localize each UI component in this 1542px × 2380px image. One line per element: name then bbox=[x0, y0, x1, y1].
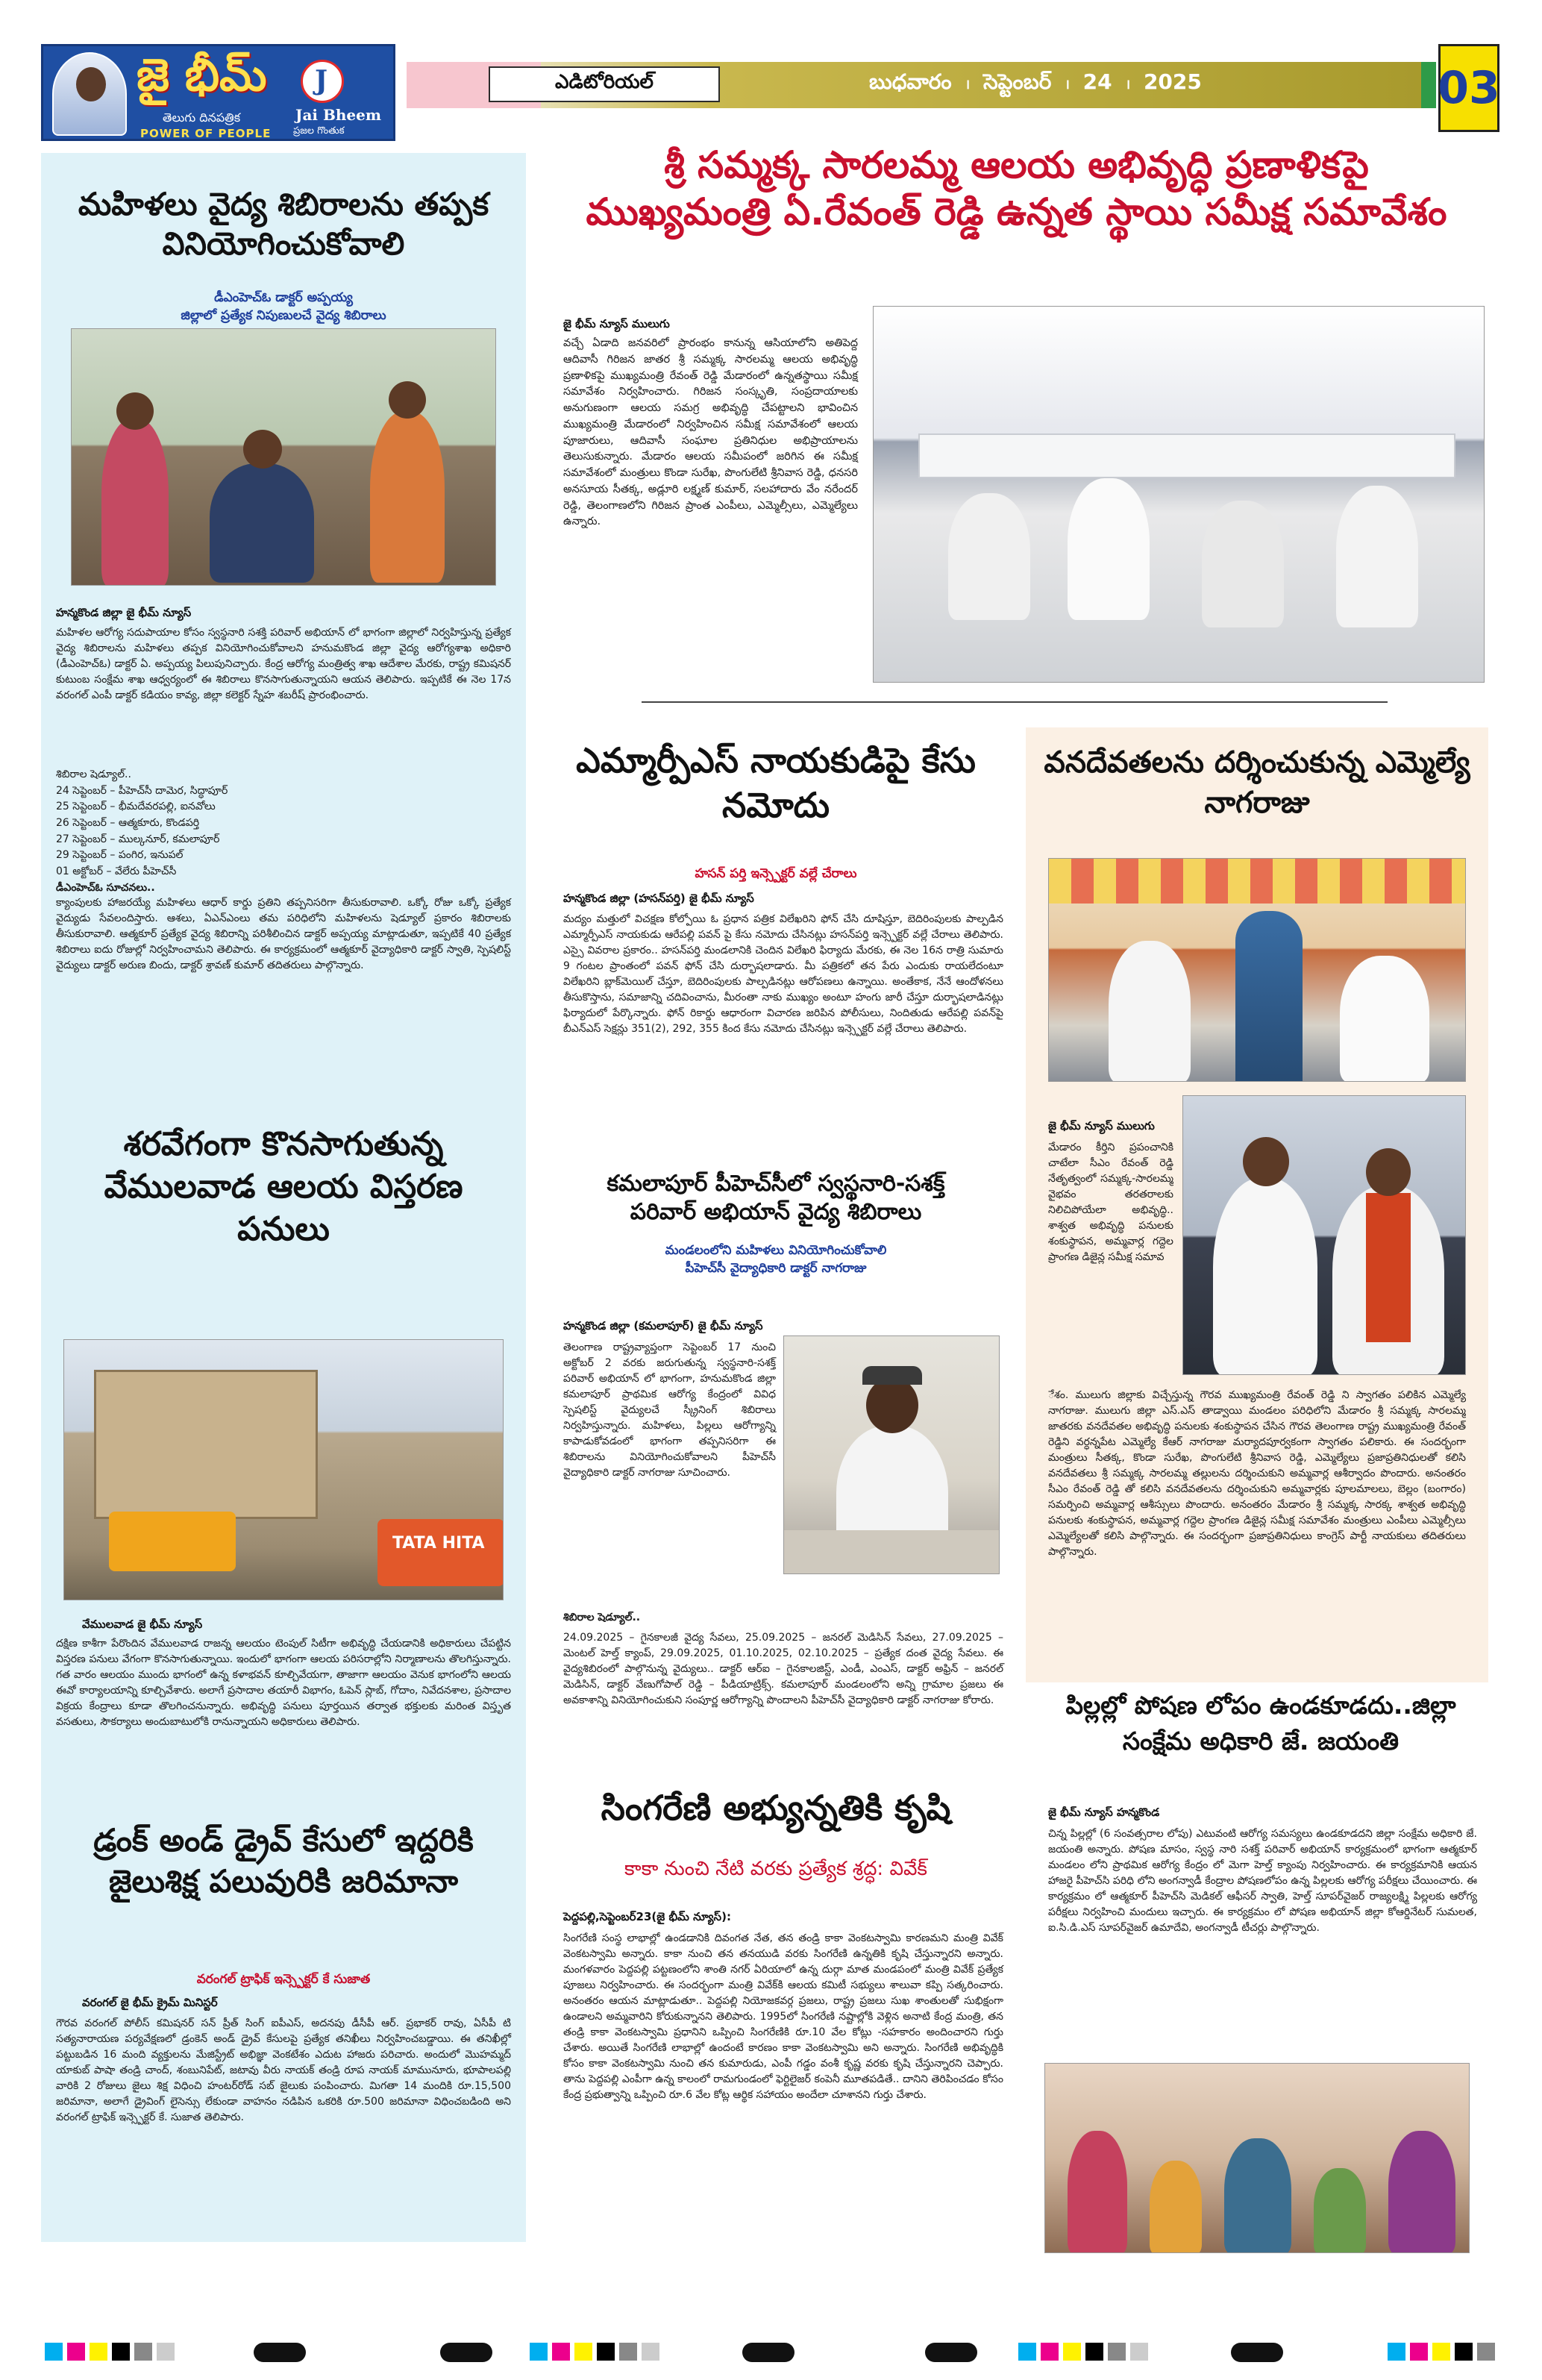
photo-figure bbox=[1150, 2161, 1202, 2253]
date-separator: । bbox=[1125, 77, 1131, 93]
print-registration-marks bbox=[530, 2343, 659, 2361]
photo-figure bbox=[1340, 956, 1429, 1082]
registration-swatch bbox=[1455, 2343, 1473, 2361]
registration-swatch bbox=[90, 2343, 107, 2361]
mid-story2-headline-line2: పరివార్ అభియాన్ వైద్య శిబిరాలు bbox=[630, 1198, 922, 1225]
print-crop-mark bbox=[440, 2343, 492, 2362]
print-crop-mark bbox=[742, 2343, 794, 2362]
photo-figure bbox=[866, 1377, 918, 1433]
ambedkar-portrait-image bbox=[52, 52, 127, 136]
issue-weekday: బుధవారం bbox=[869, 69, 952, 94]
mid-story2-schedule: 24.09.2025 – గైనకాలజీ వైద్య సేవలు, 25.09.2025 – జనరల్ మెడిసిన్ సేవలు, 27.09.2025 – మెంటల్ హెల్త్ క్యాంప్, 29.09.2025, 01.10.2025, 02.10.2025 – ప్రత్యేక దంత వైద్య సేవలు. ఈ వైద్యశిబిరంలో పాల్గొనున్న వైద్యులు.. డాక్టర్ ఆర్‌ఐ – గైనకాలజిస్ట్, ఎండీ, ఎంఎస్, డాక్టర్ అఫ్రిన్ – జనరల్ మెడిసిన్, డాక్టర్ వేణుగోపాల్ రెడ్డి – పీడియాట్రిక్స్. కమలాపూర్ మండలంలోని అన్ని గ్రామాల ప్రజలు ఈ అవకాశాన్ని వినియోగించుకుని సంపూర్ణ ఆరోగ్యాన్ని పొందాలని పీహెచ్‌సీ వైద్యాధికారి డాక్టర్ నాగరాజు కోరారు. bbox=[563, 1632, 1003, 1706]
schedule-title: శిబిరాల షెడ్యూల్.. bbox=[56, 768, 131, 780]
mid-story2-subhead-line1: మండలంలోని మహిళలు వినియోగించుకోవాలి bbox=[665, 1243, 887, 1258]
left-story1-subhead-line1: డీఎంహెచ్ఓ డాక్టర్ అప్పయ్య bbox=[214, 290, 353, 305]
date-separator: । bbox=[1065, 77, 1070, 93]
photo-figure bbox=[1243, 1137, 1289, 1186]
left-story1-byline: హన్మకొండ జిల్లా జై భీమ్ న్యూస్ bbox=[56, 606, 192, 619]
mid-story3-byline: పెద్దపల్లి,సెప్టెంబర్23(జై భీమ్ న్యూస్): bbox=[563, 1910, 731, 1923]
registration-swatch bbox=[67, 2343, 85, 2361]
registration-swatch bbox=[112, 2343, 130, 2361]
print-crop-mark bbox=[925, 2343, 977, 2362]
photo-figure bbox=[1202, 501, 1284, 627]
left-story1-schedule bbox=[56, 767, 511, 897]
photo-figure bbox=[1388, 2131, 1455, 2253]
mid-story1-headline[interactable]: ఎమ్మార్పీఎస్ నాయకుడిపై కేసు నమోదు bbox=[576, 740, 976, 825]
cm-greeting-photo[interactable] bbox=[1182, 1095, 1466, 1375]
schedule-item: 26 సెప్టెంబర్ – ఆత్మకూరు, కొండపర్తి bbox=[56, 817, 200, 830]
left-story1-subhead bbox=[56, 289, 511, 325]
issue-month: సెప్టెంబర్ bbox=[982, 69, 1052, 94]
registration-swatch bbox=[1130, 2343, 1148, 2361]
schedule-item: 29 సెప్టెంబర్ – పంగిర, ఇనుపల్ bbox=[56, 849, 184, 862]
print-registration-marks bbox=[45, 2343, 175, 2361]
logo-tagline: తెలుగు దినపత్రిక bbox=[163, 110, 241, 125]
mid-story2-body: తెలంగాణ రాష్ట్రవ్యాప్తంగా సెప్టెంబర్ 17 నుంచి అక్టోబర్ 2 వరకు జరుగుతున్న స్వస్థనారి-సశక్త్ పరివార్ అభియాన్ లో భాగంగా, హనుమకొండ జిల్లా కమలాపూర్ ప్రాథమిక ఆరోగ్య కేంద్రంలో వివిధ స్పెషలిస్ట్ వైద్యులచే స్క్రీనింగ్ శిబిరాలు నిర్వహిస్తున్నారు. మహిళలు, పిల్లలు ఆరోగ్యాన్ని కాపాడుకోవడంలో భాగంగా తప్పనిసరిగా ఈ శిబిరాలను వినియోగించుకోవాలని పీహెచ్‌సీ వైద్యాధికారి డాక్టర్ నాగరాజు సూచించారు. bbox=[563, 1341, 776, 1479]
registration-swatch bbox=[1063, 2343, 1081, 2361]
left-story2-body: దక్షిణ కాశీగా పేరొందిన వేములవాడ రాజన్న ఆలయం టెంపుల్ సిటీగా అభివృద్ధి చేయడానికి అధికారులు చేపట్టిన విస్తరణ పనులు వేగంగా కొనసాగుతున్నాయి. ఇందులో భాగంగా ఆలయ పరిసరాల్లోని నిర్మాణాలను తొలగిస్తున్నారు. గత వారం ఆలయం ముందు భాగంలో ఉన్న కళాభవన్ కూల్చివేయగా, తాజాగా ఆలయం వెనుక భాగంలోని ఆలయ ఈవో కార్యాలయాన్ని కూల్చివేశారు. అలాగే ప్రసాదాల తయారీ విభాగం, ఓపెన్ స్లాబ్, గోదాం, నివేదనశాల, ప్రసాదాల విక్రయ కేంద్రాలు కూడా తొలగించనున్నారు. అభివృద్ధి పనులు పూర్తయిన తర్వాత భక్తులకు మరింత విస్తృత వసతులు, సౌకర్యాలు అందుబాటులోకి రానున్నాయని అధికారులు తెలిపారు. bbox=[56, 1638, 511, 1728]
issue-year: 2025 bbox=[1143, 69, 1202, 94]
mid-story2-headline-line1: కమలాపూర్ పీహెచ్‌సీలో స్వస్థనారి-సశక్త్ bbox=[607, 1171, 945, 1197]
mid-story1-subhead: హసన్ పర్తి ఇన్స్పెక్టర్ వల్లే చేరాలు bbox=[695, 866, 857, 881]
right-story1-headline[interactable]: వనదేవతలను దర్శించుకున్న ఎమ్మెల్యే నాగరాజు bbox=[1044, 745, 1470, 820]
left-story2-headline[interactable]: శరవేగంగా కొనసాగుతున్న వేములవాడ ఆలయ విస్తరణ పనులు bbox=[104, 1125, 463, 1249]
photo-figure bbox=[1336, 486, 1418, 627]
photo-table bbox=[918, 433, 1455, 478]
photo-figure bbox=[948, 493, 1030, 620]
doctor-photo[interactable] bbox=[783, 1335, 1000, 1574]
photo-figure bbox=[370, 411, 445, 583]
right-story2-byline: జై భీమ్ న్యూస్ హన్మకొండ bbox=[1048, 1806, 1160, 1819]
photo-building bbox=[94, 1370, 318, 1519]
notes-title: డీఎంహెచ్ఓ సూచనలు.. bbox=[56, 881, 155, 894]
left-story1-headline[interactable]: మహిళలు వైద్య శిబిరాలను తప్పక వినియోగించుకోవాలి bbox=[78, 186, 489, 262]
top-story-headline-line1: శ్రీ సమ్మక్క సారలమ్మ ఆలయ అభివృద్ధి ప్రణాళికపై bbox=[664, 143, 1369, 187]
photo-figure bbox=[1068, 2131, 1127, 2253]
registration-swatch bbox=[1410, 2343, 1428, 2361]
issue-date bbox=[869, 69, 1202, 99]
right-story1-body: మేడారం కీర్తిని ప్రపంచానికి చాటేలా సీఎం రేవంత్ రెడ్డి నేతృత్వంలో సమ్మక్క-సారలమ్మ వైభవం తరతరాలకు నిలిచిపోయేలా అభివృద్ధి.. శాశ్వత అభివృద్ధి పనులకు శంకుస్థాపన, అమ్మవార్ల గద్దెల ప్రాంగణ డిజైన్ల సమీక్ష సమావ bbox=[1048, 1142, 1173, 1263]
registration-swatch bbox=[1108, 2343, 1126, 2361]
registration-swatch bbox=[1388, 2343, 1405, 2361]
left-story1-subhead-line2: జిల్లాలో ప్రత్యేక నిపుణులచే వైద్య శిబిరాలు bbox=[181, 307, 386, 323]
photo-figure bbox=[1224, 2138, 1291, 2253]
right-story1-body-wrap bbox=[1048, 1140, 1173, 1371]
registration-swatch bbox=[1085, 2343, 1103, 2361]
jai-bheem-seal-icon bbox=[301, 60, 344, 103]
registration-swatch bbox=[574, 2343, 592, 2361]
print-crop-mark bbox=[1231, 2343, 1283, 2362]
logo-title: జై భీమ్ bbox=[137, 49, 267, 101]
photo-deity-garland bbox=[1235, 911, 1303, 1082]
right-story1-byline: జై భీమ్ న్యూస్ ములుగు bbox=[1048, 1119, 1155, 1133]
photo-figure bbox=[243, 430, 282, 469]
registration-swatch bbox=[552, 2343, 570, 2361]
photo-figure bbox=[101, 419, 169, 586]
registration-swatch bbox=[1018, 2343, 1036, 2361]
newspaper-logo[interactable] bbox=[41, 44, 395, 141]
registration-swatch bbox=[1477, 2343, 1495, 2361]
schedule-item: 25 సెప్టెంబర్ – భీమదేవరపల్లి, ఐనవోలు bbox=[56, 801, 216, 813]
issue-day: 24 bbox=[1082, 69, 1112, 94]
mid-story3-headline[interactable]: సింగరేణి అభ్యున్నతికి కృషి bbox=[601, 1788, 951, 1828]
photo-machine-text: TATA HITA bbox=[392, 1534, 485, 1553]
left-story2-byline: వేములవాడ జై భీమ్ న్యూస్ bbox=[82, 1618, 203, 1631]
mid-story2-byline: హన్మకొండ జిల్లా (కమలాపూర్) జై భీమ్ న్యూస్ bbox=[563, 1319, 763, 1333]
top-story-headline[interactable] bbox=[545, 142, 1488, 235]
section-tag[interactable]: ఎడిటోరియల్ bbox=[489, 66, 720, 102]
print-registration-marks bbox=[1018, 2343, 1148, 2361]
right-story1-body-continued bbox=[1048, 1388, 1466, 1675]
mid-story2-headline[interactable] bbox=[545, 1170, 1007, 1226]
mid-story2-subhead bbox=[545, 1242, 1007, 1278]
top-story-body: వచ్చే ఏడాది జనవరిలో ప్రారంభం కానున్న ఆసియాలోని అతిపెద్ద ఆదివాసీ గిరిజన జాతర శ్రీ సమ్మక్క సారలమ్మ ఆలయ అభివృద్ధి ప్రణాళికపై ముఖ్యమంత్రి రేవంత్ రెడ్డి మేడారంలో ఉన్నతస్థాయి సమీక్ష సమావేశం నిర్వహించారు. గిరిజన సంస్కృతి, సంప్రదాయాలకు అనుగుణంగా ఆలయ సమగ్ర అభివృద్ధి చేపట్టాలని భావించిన ముఖ్యమంత్రి మేడారంలో నిర్వహించిన సమీక్ష సమావేశంలో ఆలయ పూజారులు, ఆదివాసీ సంఘాల ప్రతినిధుల అభిప్రాయాలను తెలుసుకున్నారు. మేడారం ఆలయ సమీపంలో జరిగిన ఈ సమీక్ష సమావేశంలో మంత్రులు కొండా సురేఖ, పొంగులేటి శ్రీనివాస రెడ్డి, ధనసరి అనసూయ సీతక్క, అడ్లూరి లక్ష్మణ్ కుమార్, సలహాదారు వేం నరేందర్ రెడ్డి, తెలంగాణలోని గిరిజన ప్రాంత ఎంపీలు, ఎమ్మెల్సీలు, ఎమ్మెల్యేలు ఉన్నారు. bbox=[563, 337, 858, 528]
left-story3-byline: వరంగల్ జై భీమ్ క్రైమ్ మినిస్టర్ bbox=[82, 1996, 218, 2009]
photo-shawl bbox=[1366, 1193, 1411, 1342]
left-story1-notes: క్యాంపులకు హాజరయ్యే మహిళలు ఆధార్ కార్డు ప్రతిని తప్పనిసరిగా తీసుకురావాలి. ఒక్కో రోజు ఒక్కో ప్రత్యేక వైద్యుడు సేవలందిస్తారు. ఆశలు, ఏఎన్ఎంలు తమ పరిధిలోని మహిళలను షెడ్యూల్ ప్రకారం శిబిరాలకు తీసుకురావాలి. ఆత్మకూర్ ప్రత్యేక వైద్య శిబిరాన్ని పరిశీలించిన డాక్టర్ అప్పయ్య మాట్లాడుతూ, ఇప్పటికే 40 ప్రత్యేక శిబిరాలు ఐదు రోజుల్లో నిర్వహించామని తెలిపారు. ఈ కార్యక్రమంలో ఆత్మకూర్ వైద్యాధికారి డాక్టర్ స్వాతి, స్పెషలిస్ట్ వైద్యులు డాక్టర్ అరుణ బిందు, డాక్టర్ శ్రావణ్ కుమార్ తదితరులు పాల్గొన్నారు. bbox=[56, 897, 511, 971]
mid-story2-subhead-line2: పీహెచ్‌సీ వైద్యాధికారి డాక్టర్ నాగరాజు bbox=[685, 1260, 867, 1276]
photo-tent-roof bbox=[874, 307, 1485, 419]
photo-desk bbox=[784, 1530, 1000, 1574]
header-green-bar bbox=[1421, 62, 1436, 108]
registration-swatch bbox=[597, 2343, 615, 2361]
logo-english-name: Jai Bheem bbox=[295, 106, 382, 124]
registration-swatch bbox=[134, 2343, 152, 2361]
left-story3-headline[interactable]: డ్రంక్ అండ్ డ్రైవ్ కేసులో ఇద్దరికి జైలుశిక్ష పలువురికి జరిమానా bbox=[93, 1822, 474, 1900]
photo-decoration bbox=[1049, 859, 1466, 904]
photo-excavator bbox=[109, 1512, 236, 1571]
registration-swatch bbox=[1041, 2343, 1059, 2361]
mid-story3-subhead: కాకా నుంచి నేటి వరకు ప్రత్యేక శ్రద్ధ: వివేక్ bbox=[624, 1858, 928, 1880]
photo-figure bbox=[1366, 1148, 1411, 1196]
right-story2-headline[interactable]: పిల్లల్లో పోషణ లోపం ఉండకూడదు..జిల్లా సంక్షేమ అధికారి జే. జయంతి bbox=[1065, 1691, 1456, 1756]
masthead bbox=[41, 41, 1499, 145]
temple-visit-photo[interactable] bbox=[1048, 858, 1466, 1082]
print-registration-marks bbox=[1388, 2343, 1495, 2361]
mid-story1-byline: హన్మకొండ జిల్లా (హసన్‌పర్తి) జై భీమ్ న్యూస్ bbox=[563, 892, 754, 905]
right-story2-body: చిన్న పిల్లల్లో (6 సంవత్సరాల లోపు) ఎటువంటి ఆరోగ్య సమస్యలు ఉండకూడదని జిల్లా సంక్షేమ అధికారి జే. జయంతి అన్నారు. పోషణ మాసం, స్వస్థ నారి సశక్త్ పరివార్ అభియాన్ కార్యక్రమంలో భాగంగా ఆత్మకూర్ మండలం లోని ప్రాథమిక ఆరోగ్య కేంద్రం లో మెగా హెల్త్ క్యాంపు నిర్వహించారు. ఈ కార్యక్రమానికి ఆయన హాజరై పీహెచ్‌సి పరిధి లోని అంగన్వాడీ కేంద్రాల పోషణలోపం ఉన్న పిల్లలకు ఆరోగ్య పరీక్షలు చేయించారు. ఈ కార్యక్రమం లో ఆత్మకూర్ పీహెచ్‌సి మెడికల్ ఆఫీసర్ స్వాతి, హెల్త్ సూపర్‌వైజర్ రాజ్యలక్ష్మి పిల్లలకు ఆరోగ్య పరీక్షలు నిర్వహించి మందులు ఇచ్చారు. ఈ కార్యక్రమం లో పోషణ అభియాన్ జిల్లా కోఆర్డినేటర్ సుమలత, ఐ.సి.డి.ఎస్ సూపర్‌వైజర్ ఉమాదేవి, అంగన్వాడీ టీచర్లు పాల్గొన్నారు. bbox=[1048, 1828, 1477, 1934]
logo-power-of-people: POWER OF PEOPLE bbox=[140, 127, 272, 140]
photo-figure bbox=[1068, 478, 1150, 620]
schedule-item: 24 సెప్టెంబర్ – పీహెచ్‌సీ దామెర, సిద్ధాపూర్ bbox=[56, 784, 228, 797]
registration-swatch bbox=[642, 2343, 659, 2361]
review-meeting-photo[interactable] bbox=[873, 306, 1485, 683]
print-crop-mark bbox=[254, 2343, 306, 2362]
schedule-item: 01 అక్టోబర్ – వేలేరు పీహెచ్‌సీ bbox=[56, 865, 177, 878]
schedule-item: 27 సెప్టెంబర్ – ముల్కనూర్, కమలాపూర్ bbox=[56, 833, 220, 845]
photo-figure bbox=[1314, 2168, 1366, 2253]
mid-story2-schedule-title: శిబిరాల షెడ్యూల్.. bbox=[563, 1612, 641, 1623]
right-story1-body-continued-text: ేశం. ములుగు జిల్లాకు విచ్చేస్తున్న గౌరవ ముఖ్యమంత్రి రేవంత్ రెడ్డి ని స్వాగతం పలికిన ఎమ్మెల్యే నాగరాజు. ములుగు జిల్లా ఎస్.ఎస్ తాడ్వాయి మండలం పరిధిలోని మేడారం శ్రీ సమ్మక్క సారలమ్మ జాతరకు వనదేవతల అభివృద్ధి పనులకు శంకుస్థాపన చేసిన గౌరవ తెలంగాణ రాష్ట్ర ముఖ్యమంత్రి రేవంత్ రెడ్డిని వర్ధన్నపేట ఎమ్మెల్యే కేఆర్ నాగరాజు మర్యాదపూర్వకంగా స్వాగతం పలికారు. ఈ సందర్భంగా మంత్రులు సీతక్క, కొండా సురేఖ, పొంగులేటి శ్రీనివాస రెడ్డి, ఎమ్మెల్యేలు ప్రజాప్రతినిధులతో కలిసి వనదేవతలు శ్రీ సమ్మక్క సారలమ్మ తల్లులను దర్శించుకుని అమ్మవార్ల ఆశీర్వాదం పొందారు. అనంతరం సీఎం రేవంత్ రెడ్డి తో కలిసి వనదేవతలను దర్శించుకుని అమ్మవార్లకు పూలమాలలు, బెల్లం (బంగారం) సమర్పించి అమ్మవార్ల ఆశీస్సులు పొందారు. అనంతరం మేడారం శ్రీ సమ్మక్క సారక్క శాశ్వత అభివృద్ధి పనులకు శంకుస్థాపన, అమ్మవార్ల గద్దెల ప్రాంగణ డిజైన్ల సమీక్ష సమావేశం మంత్రులు ఎంపీలు ఎమ్మెల్సీలు ఎమ్మెల్యేలతో కలిసి పాల్గొన్నారు. ఈ సందర్భంగా ప్రజాప్రతినిధులు కాంగ్రెస్ పార్టీ నాయకులు తదితరులు పాల్గొన్నారు. bbox=[1048, 1389, 1466, 1558]
logo-english-sub: ప్రజల గొంతుక bbox=[293, 125, 345, 137]
registration-swatch bbox=[45, 2343, 63, 2361]
mid-story3-body: సింగరేణి సంస్థ లాభాల్లో ఉండడానికి దివంగత నేత, తన తండ్రి కాకా వెంకటస్వామి కారణమని మంత్రి వివేక్ వెంకటస్వామి అన్నారు. కాకా నుంచి తన తనయుడి వరకు సింగరేణి ఉన్నతికి కృషి చేస్తున్నారని అన్నారు. మంగళవారం పెద్దపల్లి పట్టణంలోని శాంతి నగర్ ఏరియాలో ఉన్న దుర్గా మాత మండపంలో మంత్రి వివేక్ ప్రత్యేక పూజలు నిర్వహించారు. ఈ సందర్భంగా మంత్రి వివేక్‌కి ఆలయ కమిటీ సభ్యులు శాలువా కప్పి సత్కరించారు. అనంతరం ఆయన మాట్లాడుతూ.. పెద్దపల్లి నియోజకవర్గ ప్రజలు, రాష్ట్ర ప్రజలు సుఖ శాంతులతో సుభిక్షంగా ఉండాలని అమ్మవారిని కోరుకున్నానని తెలిపారు. 1995లో సింగరేణి నష్టాల్లోకి వెళ్లిన అనాటి కేంద్ర మంత్రి, తన తండ్రి కాకా వెంకటస్వామి ప్రధానిని ఒప్పించి సింగరేణికి రూ.10 వేల కోట్లు -సహకారం అందించారని గుర్తు చేశారు. అయితే సింగరేణి లాభాల్లో ఉందంటే కారణం కాకా వెంకటస్వామి అని అన్నారు. సింగరేణి అభివృద్ధికి కోసం కాకా వెంకటస్వామి నుంచి తన కుమారుడు, ఎంపీ గడ్డం వంశీ కృష్ణ వరకు కృషి చేస్తున్నారని చెప్పారు. తాను పెద్దపల్లి ఎంపీగా ఉన్న కాలంలో రామగుండంలో ఫెర్టిలైజర్ కంపెనీ మూతపడితే.. దానిని తెరిపించడం కోసం కేంద్ర ప్రభుత్వాన్ని ఒప్పించి రూ.6 వేల కోట్ల ఆర్థిక సహాయం అందేలా చూశానని గుర్తు చేశారు. bbox=[563, 1932, 1003, 2101]
top-story-headline-line2: ముఖ్యమంత్రి ఏ.రేవంత్ రెడ్డి ఉన్నత స్థాయి సమీక్ష సమావేశం bbox=[586, 190, 1447, 234]
photo-figure bbox=[116, 392, 154, 430]
registration-swatch bbox=[530, 2343, 548, 2361]
top-story-byline: జై భీమ్ న్యూస్ ములుగు bbox=[563, 317, 670, 331]
photo-cap bbox=[862, 1366, 922, 1385]
photo-figure bbox=[1109, 941, 1191, 1082]
photo-excavator bbox=[377, 1519, 504, 1586]
photo-figure bbox=[1213, 1178, 1317, 1375]
section-divider bbox=[642, 701, 1388, 703]
left-story3-subhead: వరంగల్ ట్రాఫిక్ ఇన్స్పెక్టర్ కే సుజాత bbox=[196, 1972, 371, 1987]
health-camp-children-photo[interactable] bbox=[1044, 2063, 1470, 2253]
photo-figure bbox=[389, 381, 426, 419]
medical-camp-photo[interactable] bbox=[71, 328, 496, 586]
left-story1-body: మహిళల ఆరోగ్య సదుపాయాల కోసం స్వస్థనారి సశక్తి పరివార్ అభియాన్ లో భాగంగా జిల్లాలో నిర్వహిస్తున్న ప్రత్యేక వైద్య శిబిరాలను మహిళలు తప్పక వినియోగించుకోవాలని హనుమకొండ జిల్లా వైద్య ఆరోగ్యశాఖ అధికారి (డీఎంహెచ్ఓ) డాక్టర్ ఏ. అప్పయ్య పిలుపునిచ్చారు. కేంద్ర ఆరోగ్య మంత్రిత్వ శాఖ ఆదేశాల మేరకు, రాష్ట్ర కమిషనర్ కుటుంబ సంక్షేమ శాఖ ఆధ్వర్యంలో ఈ శిబిరాలు కొనసాగుతున్నాయని ఆయన తెలిపారు. ఇప్పటికే ఈ నెల 17న వరంగల్ ఎంపీ డాక్టర్ కడియం కావ్య, జిల్లా కలెక్టర్ స్నేహ శబరీష్ ప్రారంభించారు. bbox=[56, 627, 511, 701]
date-separator: । bbox=[965, 77, 971, 93]
demolition-site-photo[interactable] bbox=[63, 1339, 504, 1600]
page-number-badge: 03 bbox=[1438, 44, 1499, 132]
registration-swatch bbox=[619, 2343, 637, 2361]
registration-swatch bbox=[157, 2343, 175, 2361]
registration-swatch bbox=[1432, 2343, 1450, 2361]
left-story3-body: గౌరవ వరంగల్ పోలీస్ కమిషనర్ సన్ ప్రీత్ సింగ్ ఐపీఎస్, అదనపు డీసీపీ ఆర్. ప్రభాకర్ రావు, ఏసీపీ టి సత్యనారాయణ పర్యవేక్షణలో డ్రంకెన్ అండ్ డ్రైవ్ కేసులపై ప్రత్యేక తనిఖీలు నిర్వహించబడ్డాయి. ఈ తనిఖీల్లో పట్టుబడిన 16 మంది వ్యక్తులను మేజిస్ట్రేట్ అభిజ్ఞా వెంకటేశం ఎదుట హాజరు పరిచారు. అందులో మొహమ్మద్ యాకుబ్ పాషా తండ్రి చాంద్, శంబునిపేట్, జటావు వీరు నాయక్ తండ్రి రూప నాయక్ మామునూరు, భూపాలపల్లి వారికి 2 రోజులు జైలు శిక్ష విధించి హంటర్‌రోడ్ సబ్ జైలుకు పంపించారు. మిగతా 14 మందికి రూ.15,500 జరిమానా, అలాగే డ్రైవింగ్ లైసెన్సు లేకుండా వాహనం నడిపిన ఒకరికి రూ.500 జరిమానా విధించబడింది అని వరంగల్ ట్రాఫిక్ ఇన్స్పెక్టర్ కే. సుజాత తెలిపారు. bbox=[56, 2017, 511, 2123]
mid-story1-body: మద్యం మత్తులో విచక్షణ కోల్పోయి ఓ ప్రధాన పత్రిక విలేఖరిని ఫోన్ చేసి దూషిస్తూ, బెదిరింపులకు పాల్పడిన ఎమ్మార్పీఎస్ నాయకుడు ఆరేపల్లి పవన్ పై కేసు నమోదు చేసినట్లు హసన్‌పర్తి ఇన్స్పెక్టర్ వల్లే చేరాలు తెలిపారు. ఎస్సై వివరాల ప్రకారం.. హసన్‌పర్తి మండలానికి చెందిన విలేఖరి ఫిర్యాదు మేరకు, ఈ నెల 16న రాత్రి సుమారు 9 గంటల ప్రాంతంలో పవన్ ఫోన్ చేసి దుర్భాషలాడారు. మీ పత్రికలో తన పేరు ఎందుకు రాయలేదంటూ విలేఖరిని బ్లాక్‌మెయిల్ చేస్తూ, బెదిరింపులకు పాల్పడినట్లు ఆరోపణలు ఉన్నాయి. అంతేకాక, నేనే ఆందోళనలు తీసుకొస్తాను, సమాజాన్ని చదివించాను, మీరంతా నాకు ముఖ్యం అంటూ హంగు జారీ చేస్తూ దుర్భాషలాడినట్లు ఫిర్యాదులో పేర్కొన్నారు. ఫోన్ రికార్డు ఆధారంగా విచారణ జరిపిన పోలీసులు, నిందితుడు ఆరేపల్లి పవన్‌పై బీఎన్ఎస్ సెక్షన్లు 351(2), 292, 355 కింద కేసు నమోదు చేసినట్లు ఇన్స్పెక్టర్ వల్లే చేరాలు తెలిపారు. bbox=[563, 913, 1003, 1035]
photo-figure bbox=[210, 463, 314, 583]
